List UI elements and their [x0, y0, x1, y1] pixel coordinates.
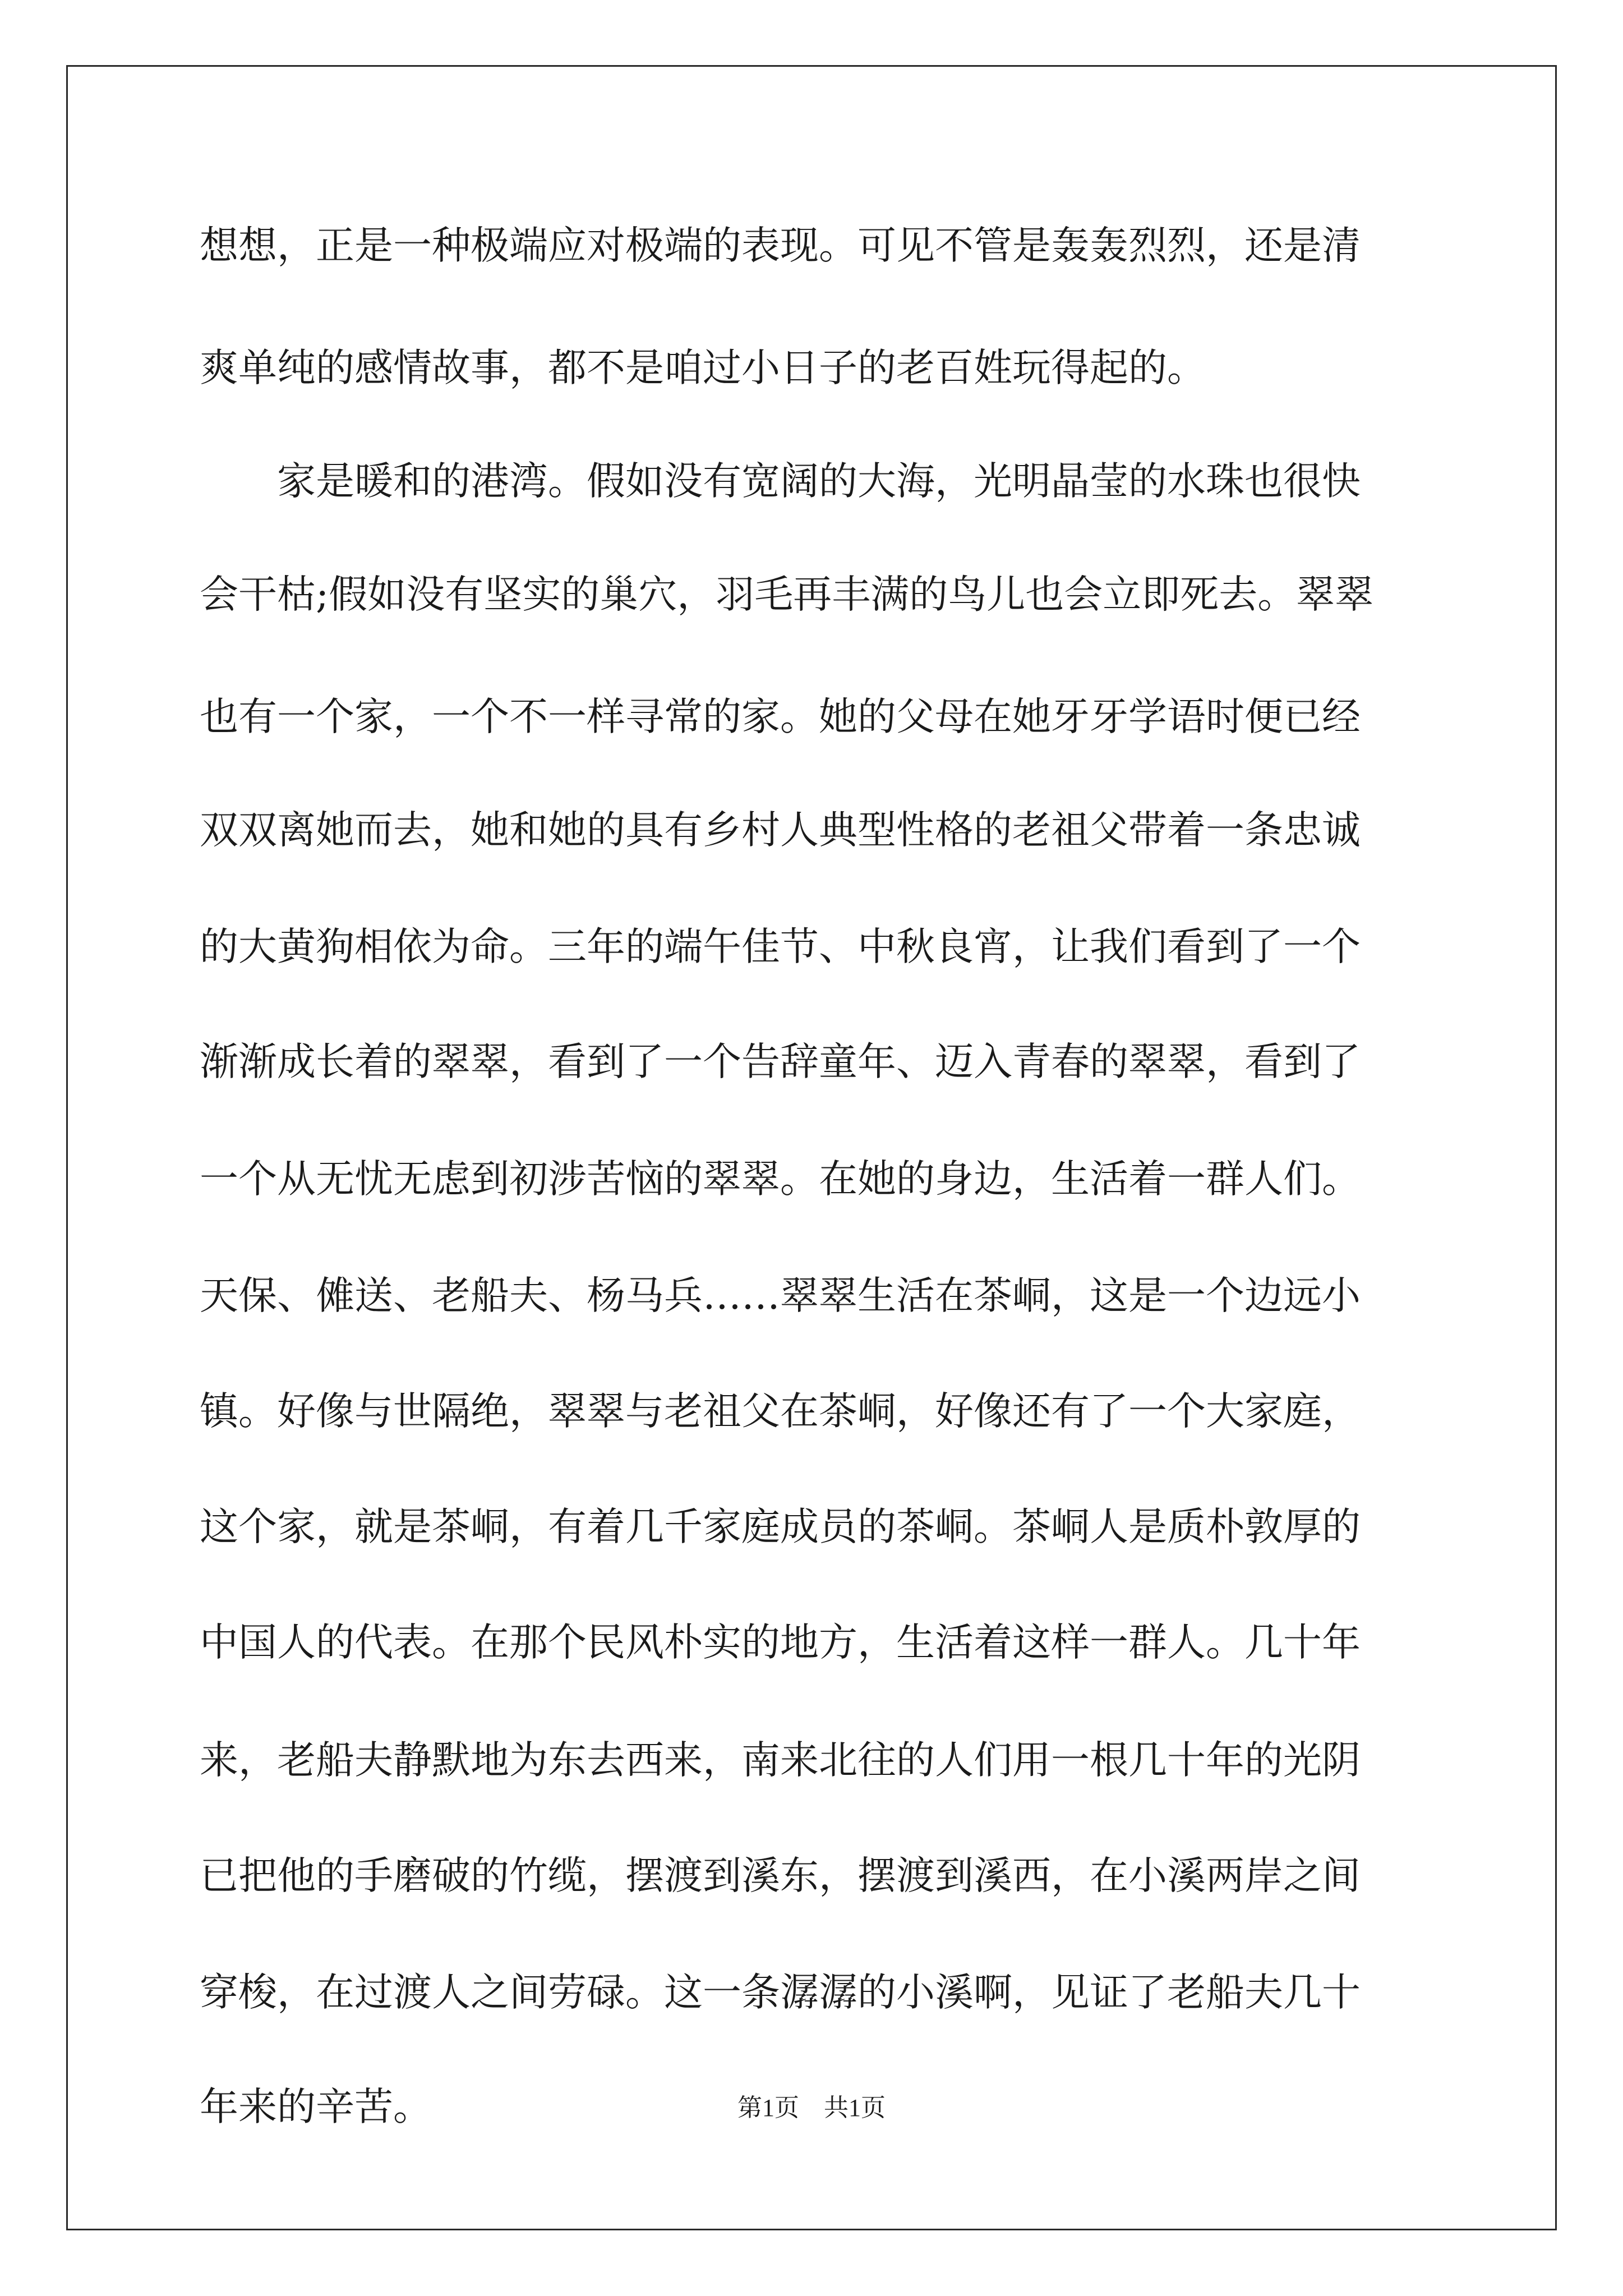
- text-line: 想想，正是一种极端应对极端的表现。可见不管是轰轰烈烈，还是清: [200, 223, 1361, 268]
- text-line: 来，老船夫静默地为东去西来，南来北往的人们用一根几十年的光阴: [200, 1738, 1361, 1783]
- text-line: 穿梭，在过渡人之间劳碌。这一条潺潺的小溪啊，见证了老船夫几十: [200, 1970, 1361, 2015]
- text-line: 已把他的手磨破的竹缆，摆渡到溪东，摆渡到溪西，在小溪两岸之间: [200, 1853, 1361, 1898]
- text-line: 中国人的代表。在那个民风朴实的地方，生活着这样一群人。几十年: [200, 1620, 1361, 1665]
- text-line: 爽单纯的感情故事，都不是咱过小日子的老百姓玩得起的。: [200, 346, 1206, 390]
- text-line: 一个从无忧无虑到初涉苦恼的翠翠。在她的身边，生活着一群人们。: [200, 1157, 1361, 1202]
- text-line: 镇。好像与世隔绝，翠翠与老祖父在茶峒，好像还有了一个大家庭，: [200, 1389, 1361, 1434]
- text-line: 渐渐成长着的翠翠，看到了一个告辞童年、迈入青春的翠翠，看到了: [200, 1039, 1361, 1084]
- text-line: 这个家，就是茶峒，有着几千家庭成员的茶峒。茶峒人是质朴敦厚的: [200, 1504, 1361, 1549]
- text-line: 的大黄狗相依为命。三年的端午佳节、中秋良宵，让我们看到了一个: [200, 924, 1361, 969]
- page-number: 第1页 共1页: [737, 2094, 886, 2122]
- text-line: 双双离她而去，她和她的具有乡村人典型性格的老祖父带着一条忠诚: [200, 808, 1361, 853]
- text-line: 家是暖和的港湾。假如没有宽阔的大海，光明晶莹的水珠也很快: [200, 459, 1361, 504]
- text-line: 年来的辛苦。: [200, 2085, 432, 2129]
- text-line: 也有一个家，一个不一样寻常的家。她的父母在她牙牙学语时便已经: [200, 694, 1361, 739]
- text-line: 会干枯;假如没有坚实的巢穴，羽毛再丰满的鸟儿也会立即死去。翠翠: [200, 572, 1374, 617]
- text-line: 天保、傩送、老船夫、杨马兵……翠翠生活在茶峒，这是一个边远小: [200, 1273, 1361, 1318]
